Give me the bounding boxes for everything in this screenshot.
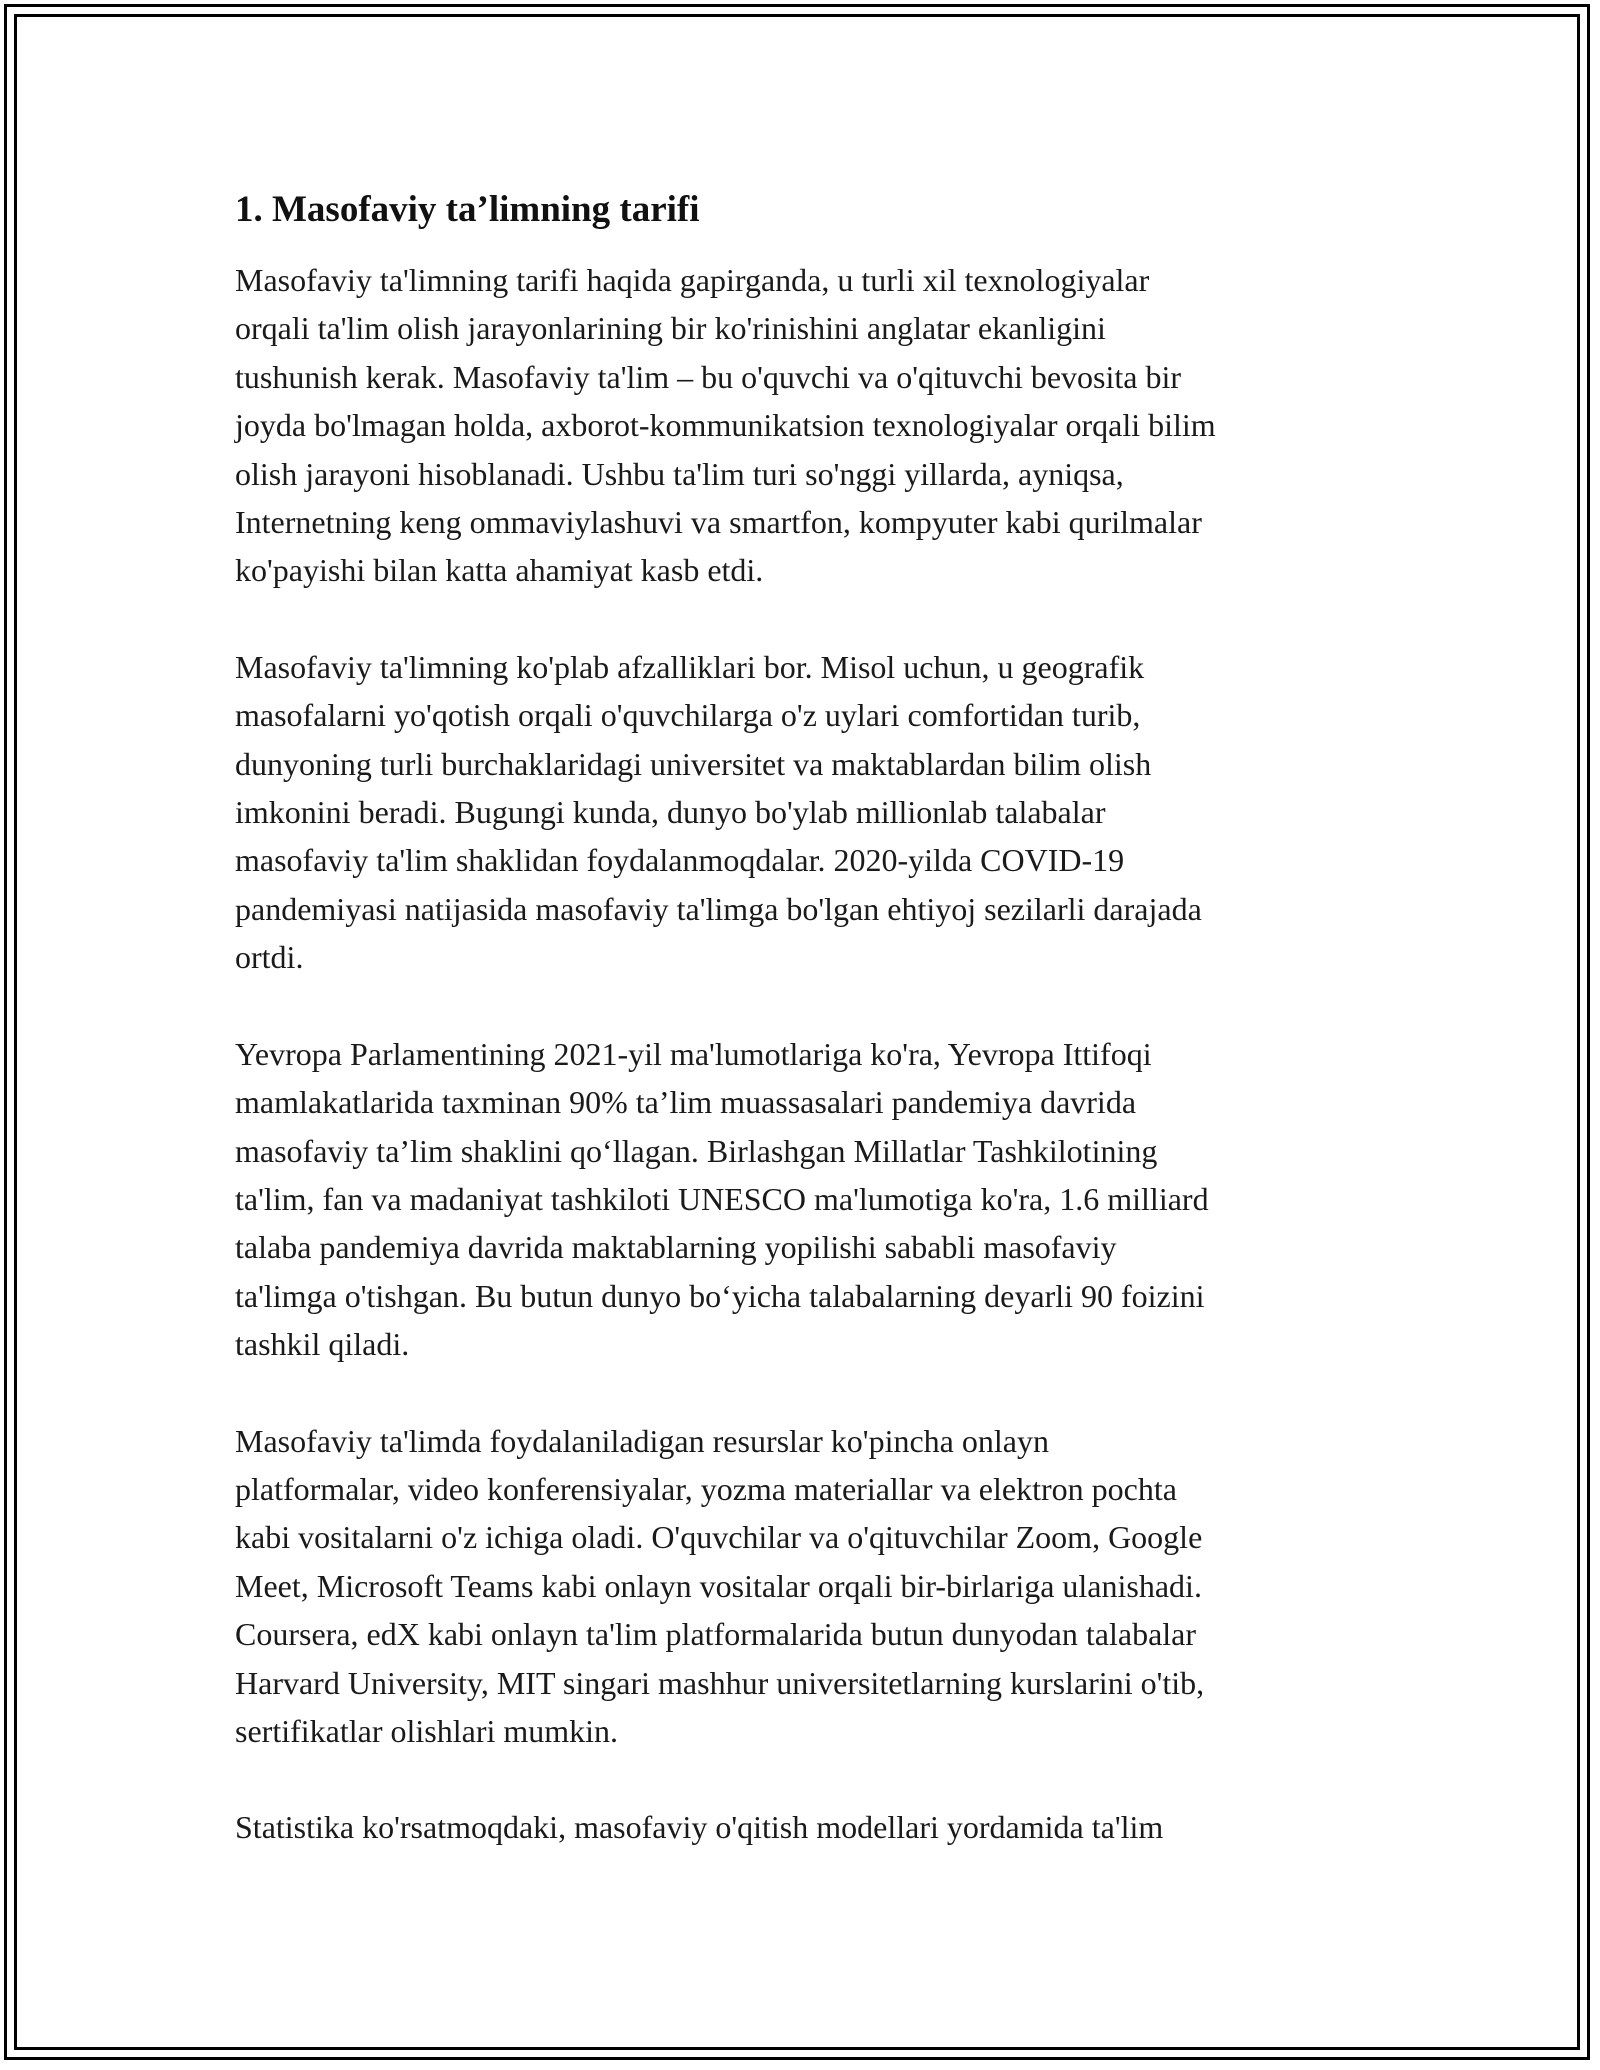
paragraph-advantages: Masofaviy ta'limning ko'plab afzalliklari bor. Misol uchun, u geografik masofalarni yo'qotish orqali o'quvchilarga o'z uylari comfortidan turib, dunyoning turli burchaklaridagi universitet va maktablardan bilim olish imkonini beradi. Bugungi kunda, dunyo bo'ylab millionlab talabalar masofaviy ta'lim shaklidan foydalanmoqdalar. 2020-yilda COVID-19 pandemiyasi natijasida masofaviy ta'limga bo'lgan ehtiyoj sezilarli darajada ortdi. [235, 648, 1202, 976]
paragraph-statistics-continued: Statistika ko'rsatmoqdaki, masofaviy o'qitish modellari yordamida ta'lim [235, 1809, 1164, 1846]
paragraph-resources: Masofaviy ta'limda foydalaniladigan resurslar ko'pincha onlayn platformalar, video konferensiyalar, yozma materiallar va elektron pochta kabi vositalarni o'z ichiga oladi. O'quvchilar va o'qituvchilar Zoom, Google Meet, Microsoft Teams kabi onlayn vositalar orqali bir-birlariga ulanishadi. Coursera, edX kabi onlayn ta'lim platformalarida butun dunyodan talabalar Harvard University, MIT singari mashhur universitetlarning kurslarini o'tib, sertifikatlar olishlari mumkin. [235, 1422, 1205, 1749]
document-body [235, 186, 1365, 1852]
paragraph-statistics-europe: Yevropa Parlamentining 2021-yil ma'lumotlariga ko'ra, Yevropa Ittifoqi mamlakatlarida taxminan 90% ta’lim muassasalari pandemiya davrida masofaviy ta’lim shaklini qo‘llagan. Birlashgan Millatlar Tashkilotining ta'lim, fan va madaniyat tashkiloti UNESCO ma'lumotiga ko'ra, 1.6 milliard talaba pandemiya davrida maktablarning yopilishi sababli masofaviy ta'limga o'tishgan. Bu butun dunyo bo‘yicha talabalarning deyarli 90 foizini tashkil qiladi. [235, 1035, 1209, 1363]
paragraph-definition: Masofaviy ta'limning tarifi haqida gapirganda, u turli xil texnologiyalar orqali ta'lim olish jarayonlarining bir ko'rinishini anglatar ekanligini tushunish kerak. Masofaviy ta'lim – bu o'quvchi va o'qituvchi bevosita bir joyda bo'lmagan holda, axborot-kommunikatsion texnologiyalar orqali bilim olish jarayoni hisoblanadi. Ushbu ta'lim turi so'nggi yillarda, ayniqsa, Internetning keng ommaviylashuvi va smartfon, kompyuter kabi qurilmalar ko'payishi bilan katta ahamiyat kasb etdi. [235, 262, 1216, 589]
section-heading: 1. Masofaviy ta’limning tarifi [235, 189, 700, 230]
